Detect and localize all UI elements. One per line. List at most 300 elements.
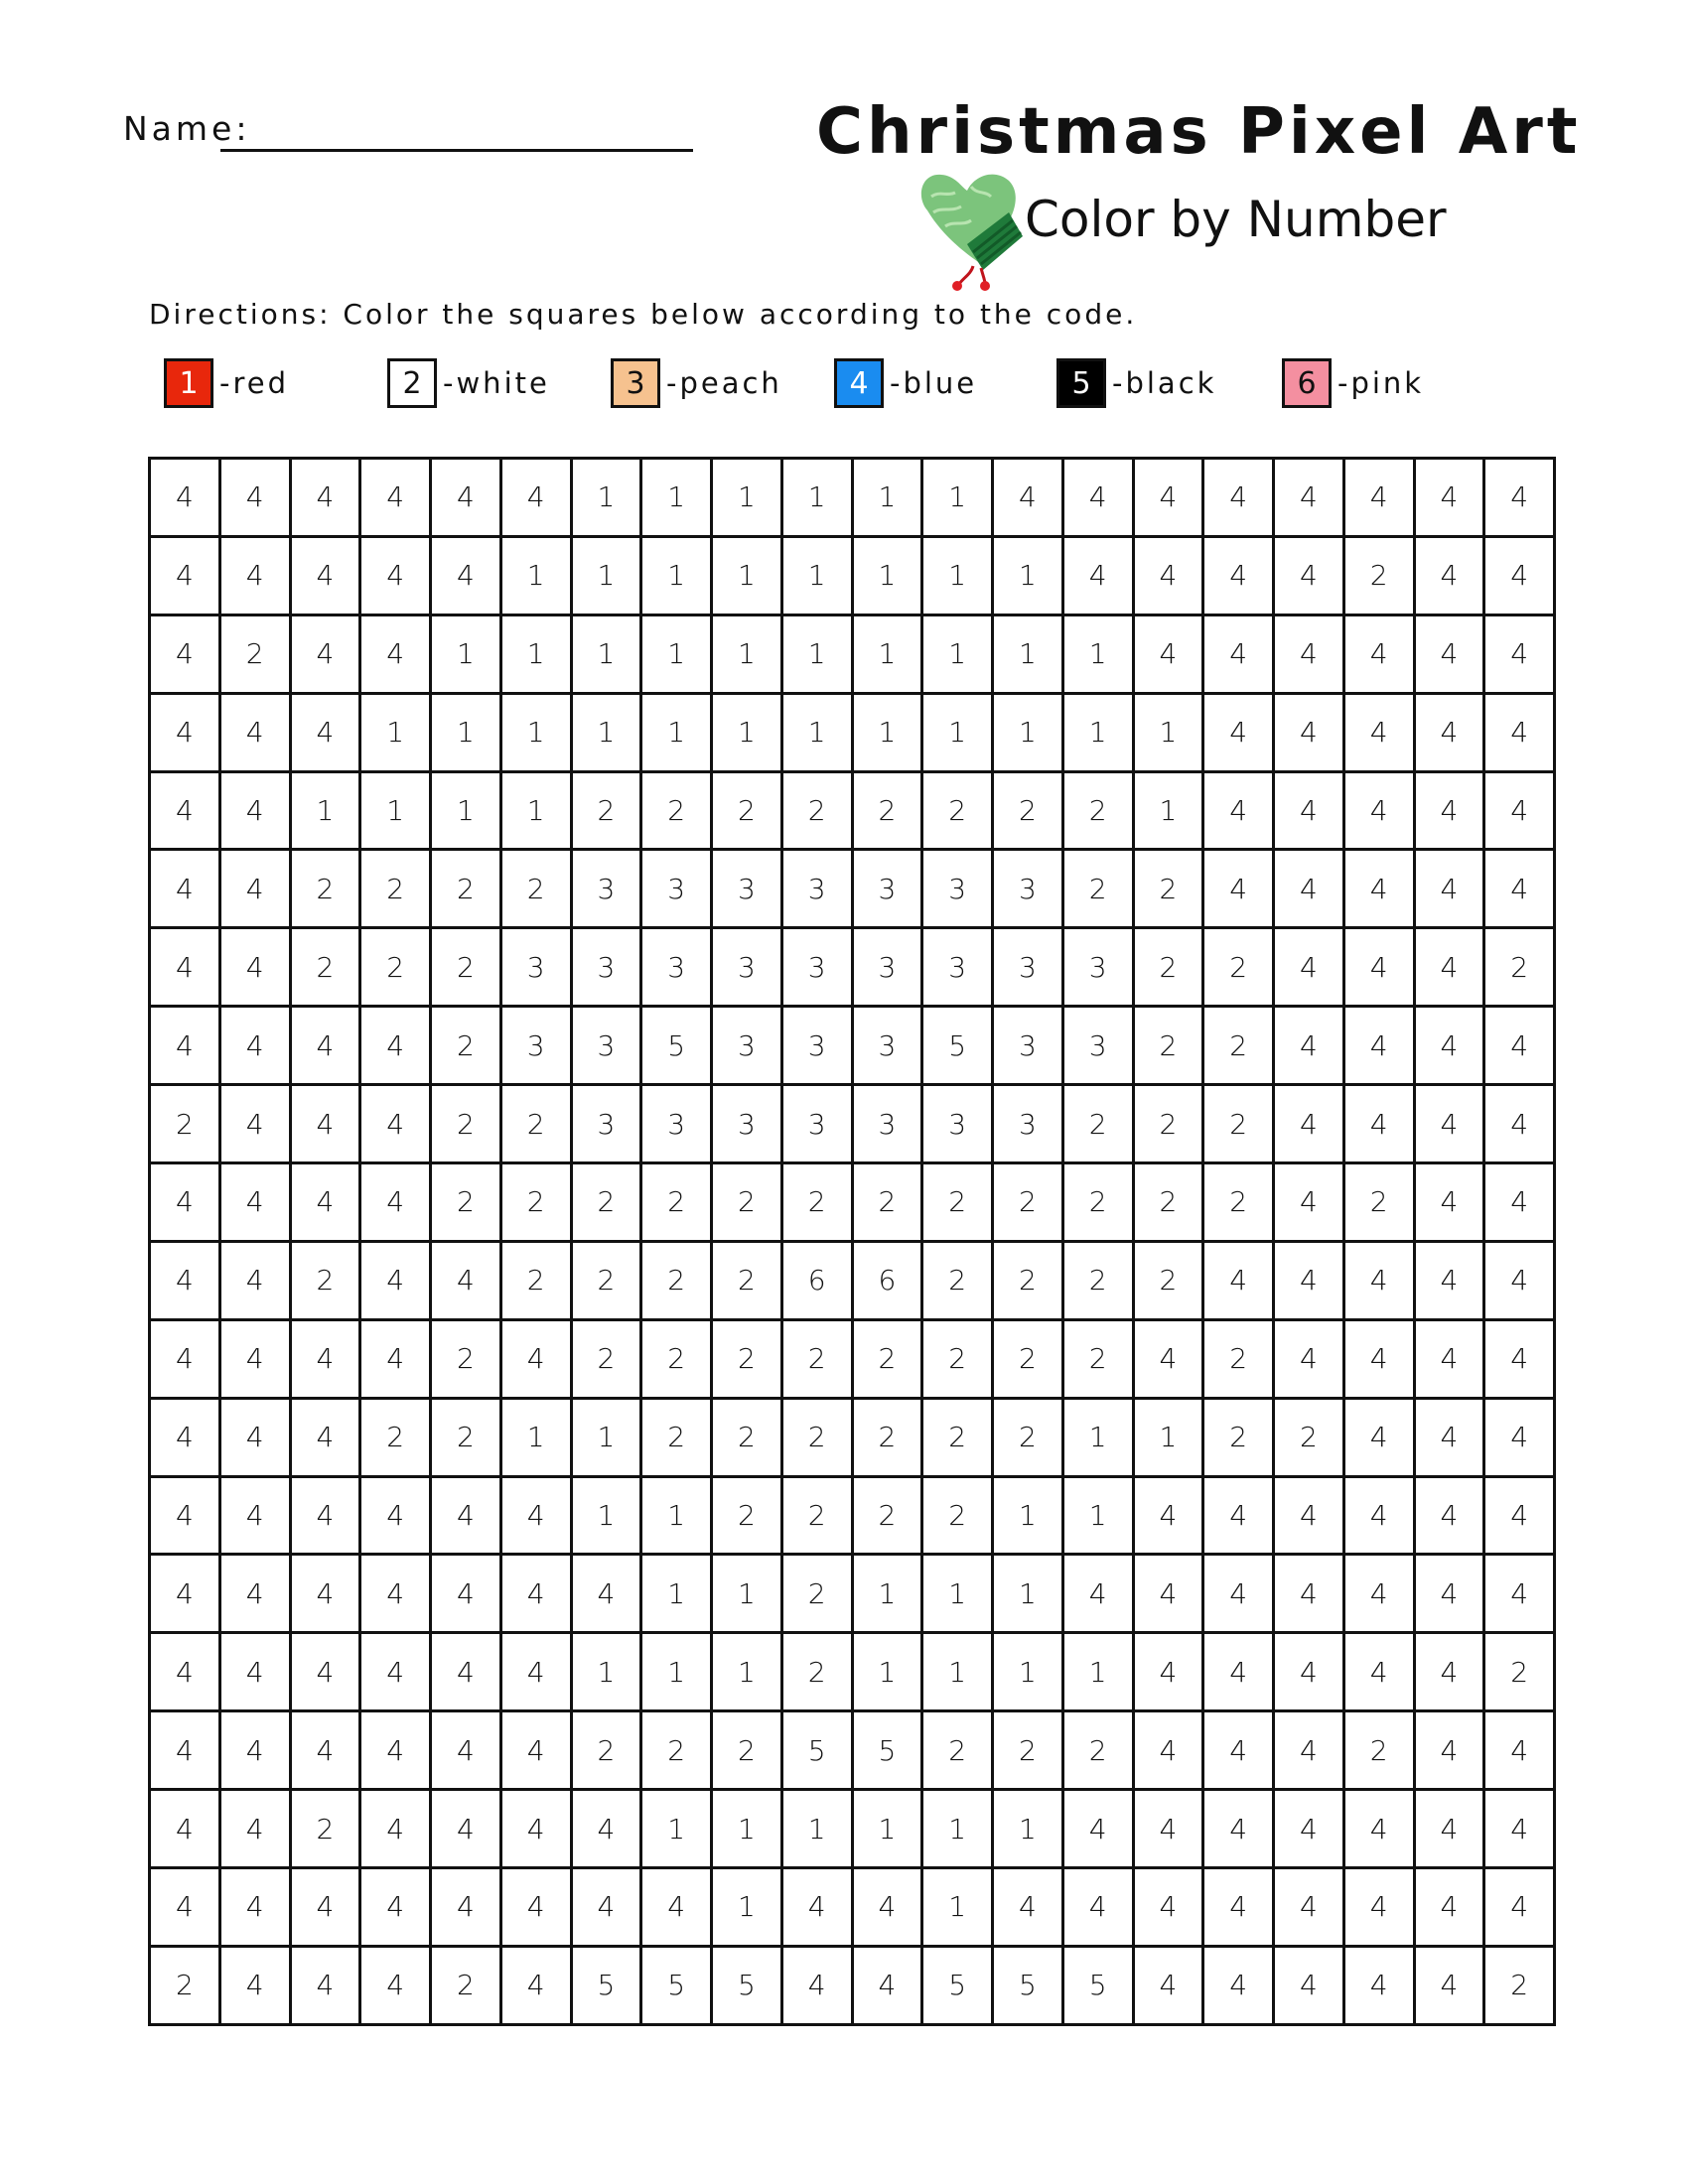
grid-cell[interactable]: 4 xyxy=(500,1633,571,1711)
grid-cell[interactable]: 1 xyxy=(431,614,501,693)
grid-cell[interactable]: 3 xyxy=(993,928,1063,1007)
grid-cell[interactable]: 4 xyxy=(219,1476,290,1555)
grid-cell[interactable]: 4 xyxy=(1062,1790,1133,1868)
grid-cell[interactable]: 2 xyxy=(290,850,360,928)
grid-cell[interactable]: 2 xyxy=(1133,1085,1203,1163)
grid-cell[interactable]: 4 xyxy=(150,850,220,928)
grid-cell[interactable]: 1 xyxy=(993,693,1063,771)
grid-cell[interactable]: 4 xyxy=(360,1241,431,1319)
grid-cell[interactable]: 1 xyxy=(852,1790,922,1868)
grid-cell[interactable]: 4 xyxy=(500,1555,571,1633)
grid-cell[interactable]: 1 xyxy=(641,693,712,771)
grid-cell[interactable]: 4 xyxy=(290,1476,360,1555)
grid-cell[interactable]: 4 xyxy=(431,1790,501,1868)
grid-cell[interactable]: 4 xyxy=(1414,850,1484,928)
grid-cell[interactable]: 4 xyxy=(1133,1790,1203,1868)
grid-cell[interactable]: 4 xyxy=(150,1711,220,1790)
grid-cell[interactable]: 4 xyxy=(360,536,431,614)
grid-cell[interactable]: 2 xyxy=(641,1319,712,1398)
grid-cell[interactable]: 1 xyxy=(712,1868,782,1947)
grid-cell[interactable]: 4 xyxy=(219,1633,290,1711)
grid-cell[interactable]: 4 xyxy=(1274,1163,1344,1242)
grid-cell[interactable]: 4 xyxy=(852,1868,922,1947)
grid-cell[interactable]: 5 xyxy=(922,1946,993,2024)
grid-cell[interactable]: 4 xyxy=(852,1946,922,2024)
grid-cell[interactable]: 2 xyxy=(922,1476,993,1555)
grid-cell[interactable]: 1 xyxy=(993,1633,1063,1711)
grid-cell[interactable]: 4 xyxy=(431,1241,501,1319)
grid-cell[interactable]: 4 xyxy=(1414,459,1484,537)
grid-cell[interactable]: 4 xyxy=(1343,1241,1414,1319)
grid-cell[interactable]: 4 xyxy=(290,1085,360,1163)
grid-cell[interactable]: 5 xyxy=(641,1946,712,2024)
grid-cell[interactable]: 2 xyxy=(922,1241,993,1319)
grid-cell[interactable]: 2 xyxy=(712,1398,782,1476)
grid-cell[interactable]: 4 xyxy=(1133,1868,1203,1947)
grid-cell[interactable]: 4 xyxy=(1133,1319,1203,1398)
grid-cell[interactable]: 2 xyxy=(1133,1163,1203,1242)
grid-cell[interactable]: 4 xyxy=(1062,1868,1133,1947)
grid-cell[interactable]: 4 xyxy=(1414,1555,1484,1633)
grid-cell[interactable]: 3 xyxy=(852,1085,922,1163)
grid-cell[interactable]: 4 xyxy=(431,536,501,614)
grid-cell[interactable]: 2 xyxy=(852,1476,922,1555)
grid-cell[interactable]: 4 xyxy=(150,928,220,1007)
grid-cell[interactable]: 4 xyxy=(360,1868,431,1947)
grid-cell[interactable]: 4 xyxy=(1414,1790,1484,1868)
grid-cell[interactable]: 4 xyxy=(219,536,290,614)
grid-cell[interactable]: 2 xyxy=(571,1319,641,1398)
grid-cell[interactable]: 4 xyxy=(1203,1241,1274,1319)
grid-cell[interactable]: 4 xyxy=(290,1711,360,1790)
grid-cell[interactable]: 1 xyxy=(500,614,571,693)
grid-cell[interactable]: 4 xyxy=(290,1555,360,1633)
grid-cell[interactable]: 4 xyxy=(500,459,571,537)
grid-cell[interactable]: 2 xyxy=(712,771,782,850)
grid-cell[interactable]: 4 xyxy=(219,1319,290,1398)
grid-cell[interactable]: 2 xyxy=(993,1711,1063,1790)
grid-cell[interactable]: 1 xyxy=(922,459,993,537)
grid-cell[interactable]: 3 xyxy=(852,1007,922,1085)
grid-cell[interactable]: 2 xyxy=(360,928,431,1007)
grid-cell[interactable]: 2 xyxy=(641,1241,712,1319)
grid-cell[interactable]: 2 xyxy=(1133,1007,1203,1085)
grid-cell[interactable]: 2 xyxy=(1062,1241,1133,1319)
grid-cell[interactable]: 4 xyxy=(500,1711,571,1790)
grid-cell[interactable]: 4 xyxy=(219,928,290,1007)
grid-cell[interactable]: 4 xyxy=(1133,1476,1203,1555)
grid-cell[interactable]: 4 xyxy=(360,459,431,537)
grid-cell[interactable]: 6 xyxy=(781,1241,852,1319)
grid-cell[interactable]: 4 xyxy=(290,536,360,614)
grid-cell[interactable]: 2 xyxy=(641,1711,712,1790)
grid-cell[interactable]: 2 xyxy=(571,1711,641,1790)
grid-cell[interactable]: 4 xyxy=(1343,1398,1414,1476)
grid-cell[interactable]: 4 xyxy=(360,1163,431,1242)
grid-cell[interactable]: 4 xyxy=(1343,1633,1414,1711)
grid-cell[interactable]: 4 xyxy=(150,1398,220,1476)
grid-cell[interactable]: 4 xyxy=(1203,1790,1274,1868)
grid-cell[interactable]: 4 xyxy=(571,1790,641,1868)
grid-cell[interactable]: 4 xyxy=(1484,614,1555,693)
grid-cell[interactable]: 3 xyxy=(781,1085,852,1163)
grid-cell[interactable]: 1 xyxy=(712,1555,782,1633)
grid-cell[interactable]: 4 xyxy=(500,1946,571,2024)
grid-cell[interactable]: 1 xyxy=(290,771,360,850)
grid-cell[interactable]: 2 xyxy=(1203,1398,1274,1476)
grid-cell[interactable]: 2 xyxy=(993,1319,1063,1398)
grid-cell[interactable]: 2 xyxy=(781,771,852,850)
grid-cell[interactable]: 4 xyxy=(1343,1319,1414,1398)
grid-cell[interactable]: 5 xyxy=(993,1946,1063,2024)
grid-cell[interactable]: 2 xyxy=(852,1398,922,1476)
grid-cell[interactable]: 4 xyxy=(219,1790,290,1868)
grid-cell[interactable]: 1 xyxy=(500,1398,571,1476)
grid-cell[interactable]: 1 xyxy=(641,1476,712,1555)
grid-cell[interactable]: 2 xyxy=(1062,771,1133,850)
grid-cell[interactable]: 4 xyxy=(431,1476,501,1555)
grid-cell[interactable]: 4 xyxy=(1203,614,1274,693)
grid-cell[interactable]: 4 xyxy=(360,1476,431,1555)
grid-cell[interactable]: 4 xyxy=(150,1633,220,1711)
grid-cell[interactable]: 4 xyxy=(219,1163,290,1242)
grid-cell[interactable]: 3 xyxy=(993,1007,1063,1085)
grid-cell[interactable]: 2 xyxy=(641,771,712,850)
grid-cell[interactable]: 4 xyxy=(1343,1868,1414,1947)
grid-cell[interactable]: 2 xyxy=(1203,928,1274,1007)
grid-cell[interactable]: 2 xyxy=(500,850,571,928)
grid-cell[interactable]: 6 xyxy=(852,1241,922,1319)
grid-cell[interactable]: 4 xyxy=(1484,1398,1555,1476)
grid-cell[interactable]: 4 xyxy=(1203,850,1274,928)
grid-cell[interactable]: 3 xyxy=(571,850,641,928)
grid-cell[interactable]: 1 xyxy=(360,693,431,771)
grid-cell[interactable]: 1 xyxy=(712,459,782,537)
grid-cell[interactable]: 4 xyxy=(290,1946,360,2024)
grid-cell[interactable]: 4 xyxy=(1414,1319,1484,1398)
grid-cell[interactable]: 1 xyxy=(641,1555,712,1633)
grid-cell[interactable]: 4 xyxy=(431,1633,501,1711)
grid-cell[interactable]: 4 xyxy=(150,1163,220,1242)
grid-cell[interactable]: 4 xyxy=(1274,693,1344,771)
grid-cell[interactable]: 2 xyxy=(641,1398,712,1476)
grid-cell[interactable]: 4 xyxy=(1484,693,1555,771)
grid-cell[interactable]: 3 xyxy=(993,850,1063,928)
grid-cell[interactable]: 4 xyxy=(1414,1476,1484,1555)
grid-cell[interactable]: 4 xyxy=(150,1790,220,1868)
grid-cell[interactable]: 2 xyxy=(1203,1163,1274,1242)
grid-cell[interactable]: 2 xyxy=(1274,1398,1344,1476)
grid-cell[interactable]: 1 xyxy=(712,614,782,693)
grid-cell[interactable]: 2 xyxy=(712,1711,782,1790)
grid-cell[interactable]: 5 xyxy=(781,1711,852,1790)
grid-cell[interactable]: 1 xyxy=(852,1633,922,1711)
grid-cell[interactable]: 4 xyxy=(641,1868,712,1947)
grid-cell[interactable]: 4 xyxy=(150,1555,220,1633)
grid-cell[interactable]: 4 xyxy=(500,1476,571,1555)
grid-cell[interactable]: 4 xyxy=(1133,1946,1203,2024)
grid-cell[interactable]: 4 xyxy=(290,1868,360,1947)
grid-cell[interactable]: 4 xyxy=(1203,459,1274,537)
grid-cell[interactable]: 2 xyxy=(431,1946,501,2024)
grid-cell[interactable]: 4 xyxy=(219,771,290,850)
grid-cell[interactable]: 2 xyxy=(852,1163,922,1242)
grid-cell[interactable]: 4 xyxy=(219,1555,290,1633)
grid-cell[interactable]: 2 xyxy=(1484,1946,1555,2024)
grid-cell[interactable]: 4 xyxy=(1203,1476,1274,1555)
grid-cell[interactable]: 3 xyxy=(712,1085,782,1163)
grid-cell[interactable]: 4 xyxy=(1343,771,1414,850)
grid-cell[interactable]: 1 xyxy=(993,1476,1063,1555)
grid-cell[interactable]: 2 xyxy=(712,1241,782,1319)
grid-cell[interactable]: 4 xyxy=(1414,928,1484,1007)
grid-cell[interactable]: 1 xyxy=(571,614,641,693)
grid-cell[interactable]: 1 xyxy=(922,693,993,771)
grid-cell[interactable]: 2 xyxy=(922,1398,993,1476)
grid-cell[interactable]: 2 xyxy=(922,771,993,850)
grid-cell[interactable]: 2 xyxy=(571,1241,641,1319)
grid-cell[interactable]: 4 xyxy=(1274,1085,1344,1163)
grid-cell[interactable]: 2 xyxy=(922,1711,993,1790)
grid-cell[interactable]: 4 xyxy=(993,1868,1063,1947)
grid-cell[interactable]: 4 xyxy=(993,459,1063,537)
grid-cell[interactable]: 1 xyxy=(571,536,641,614)
grid-cell[interactable]: 3 xyxy=(571,928,641,1007)
grid-cell[interactable]: 5 xyxy=(922,1007,993,1085)
grid-cell[interactable]: 4 xyxy=(290,693,360,771)
grid-cell[interactable]: 2 xyxy=(1062,1163,1133,1242)
grid-cell[interactable]: 4 xyxy=(431,459,501,537)
grid-cell[interactable]: 2 xyxy=(1343,536,1414,614)
grid-cell[interactable]: 4 xyxy=(150,536,220,614)
grid-cell[interactable]: 1 xyxy=(712,1633,782,1711)
grid-cell[interactable]: 5 xyxy=(571,1946,641,2024)
grid-cell[interactable]: 1 xyxy=(993,614,1063,693)
grid-cell[interactable]: 2 xyxy=(150,1946,220,2024)
grid-cell[interactable]: 4 xyxy=(1343,614,1414,693)
grid-cell[interactable]: 1 xyxy=(922,1555,993,1633)
grid-cell[interactable]: 4 xyxy=(1414,1711,1484,1790)
grid-cell[interactable]: 2 xyxy=(1203,1319,1274,1398)
grid-cell[interactable]: 1 xyxy=(712,693,782,771)
grid-cell[interactable]: 2 xyxy=(1343,1711,1414,1790)
grid-cell[interactable]: 1 xyxy=(571,1633,641,1711)
grid-cell[interactable]: 5 xyxy=(852,1711,922,1790)
grid-cell[interactable]: 1 xyxy=(852,459,922,537)
grid-cell[interactable]: 4 xyxy=(1203,1868,1274,1947)
grid-cell[interactable]: 2 xyxy=(500,1241,571,1319)
grid-cell[interactable]: 4 xyxy=(290,1398,360,1476)
grid-cell[interactable]: 2 xyxy=(431,1319,501,1398)
grid-cell[interactable]: 4 xyxy=(360,1085,431,1163)
grid-cell[interactable]: 4 xyxy=(1414,1946,1484,2024)
grid-cell[interactable]: 4 xyxy=(290,1007,360,1085)
grid-cell[interactable]: 3 xyxy=(712,850,782,928)
grid-cell[interactable]: 4 xyxy=(781,1868,852,1947)
grid-cell[interactable]: 4 xyxy=(219,459,290,537)
grid-cell[interactable]: 4 xyxy=(431,1868,501,1947)
grid-cell[interactable]: 2 xyxy=(1062,850,1133,928)
grid-cell[interactable]: 1 xyxy=(1062,1633,1133,1711)
grid-cell[interactable]: 4 xyxy=(219,1241,290,1319)
grid-cell[interactable]: 4 xyxy=(1484,850,1555,928)
grid-cell[interactable]: 2 xyxy=(712,1476,782,1555)
grid-cell[interactable]: 4 xyxy=(150,614,220,693)
grid-cell[interactable]: 2 xyxy=(781,1319,852,1398)
grid-cell[interactable]: 4 xyxy=(219,1946,290,2024)
grid-cell[interactable]: 4 xyxy=(500,1790,571,1868)
grid-cell[interactable]: 4 xyxy=(1343,1555,1414,1633)
grid-cell[interactable]: 4 xyxy=(1343,928,1414,1007)
grid-cell[interactable]: 1 xyxy=(641,1790,712,1868)
grid-cell[interactable]: 4 xyxy=(219,1007,290,1085)
grid-cell[interactable]: 4 xyxy=(1343,1946,1414,2024)
grid-cell[interactable]: 4 xyxy=(1414,693,1484,771)
grid-cell[interactable]: 2 xyxy=(712,1319,782,1398)
grid-cell[interactable]: 4 xyxy=(431,1555,501,1633)
grid-cell[interactable]: 4 xyxy=(1062,536,1133,614)
grid-cell[interactable]: 3 xyxy=(712,1007,782,1085)
grid-cell[interactable]: 1 xyxy=(360,771,431,850)
grid-cell[interactable]: 4 xyxy=(1133,1555,1203,1633)
grid-cell[interactable]: 4 xyxy=(1133,1711,1203,1790)
grid-cell[interactable]: 3 xyxy=(571,1007,641,1085)
grid-cell[interactable]: 3 xyxy=(712,928,782,1007)
grid-cell[interactable]: 4 xyxy=(1274,536,1344,614)
grid-cell[interactable]: 4 xyxy=(1484,1007,1555,1085)
grid-cell[interactable]: 4 xyxy=(1274,1319,1344,1398)
grid-cell[interactable]: 4 xyxy=(1274,614,1344,693)
grid-cell[interactable]: 4 xyxy=(1414,1398,1484,1476)
grid-cell[interactable]: 4 xyxy=(1343,850,1414,928)
grid-cell[interactable]: 2 xyxy=(922,1319,993,1398)
grid-cell[interactable]: 1 xyxy=(641,1633,712,1711)
grid-cell[interactable]: 1 xyxy=(852,693,922,771)
grid-cell[interactable]: 2 xyxy=(219,614,290,693)
grid-cell[interactable]: 4 xyxy=(1274,771,1344,850)
grid-cell[interactable]: 4 xyxy=(1484,1711,1555,1790)
grid-cell[interactable]: 4 xyxy=(1343,459,1414,537)
grid-cell[interactable]: 1 xyxy=(922,1868,993,1947)
grid-cell[interactable]: 1 xyxy=(571,693,641,771)
grid-cell[interactable]: 4 xyxy=(219,1868,290,1947)
grid-cell[interactable]: 4 xyxy=(1203,1633,1274,1711)
grid-cell[interactable]: 4 xyxy=(290,1319,360,1398)
grid-cell[interactable]: 4 xyxy=(1484,1319,1555,1398)
grid-cell[interactable]: 4 xyxy=(1484,1868,1555,1947)
grid-cell[interactable]: 4 xyxy=(290,1633,360,1711)
grid-cell[interactable]: 2 xyxy=(360,850,431,928)
grid-cell[interactable]: 1 xyxy=(781,459,852,537)
grid-cell[interactable]: 4 xyxy=(1484,459,1555,537)
grid-cell[interactable]: 4 xyxy=(1062,1555,1133,1633)
grid-cell[interactable]: 4 xyxy=(500,1868,571,1947)
grid-cell[interactable]: 2 xyxy=(781,1476,852,1555)
grid-cell[interactable]: 4 xyxy=(1203,1946,1274,2024)
grid-cell[interactable]: 1 xyxy=(571,1398,641,1476)
grid-cell[interactable]: 4 xyxy=(1274,1555,1344,1633)
grid-cell[interactable]: 4 xyxy=(1274,1007,1344,1085)
grid-cell[interactable]: 1 xyxy=(712,1790,782,1868)
grid-cell[interactable]: 5 xyxy=(641,1007,712,1085)
name-line[interactable] xyxy=(220,149,693,152)
grid-cell[interactable]: 4 xyxy=(1062,459,1133,537)
grid-cell[interactable]: 4 xyxy=(1203,536,1274,614)
grid-cell[interactable]: 4 xyxy=(1414,614,1484,693)
grid-cell[interactable]: 2 xyxy=(1484,1633,1555,1711)
grid-cell[interactable]: 1 xyxy=(1133,1398,1203,1476)
grid-cell[interactable]: 3 xyxy=(852,850,922,928)
grid-cell[interactable]: 4 xyxy=(1203,771,1274,850)
grid-cell[interactable]: 2 xyxy=(431,1163,501,1242)
grid-cell[interactable]: 1 xyxy=(922,614,993,693)
grid-cell[interactable]: 4 xyxy=(571,1555,641,1633)
grid-cell[interactable]: 1 xyxy=(993,1790,1063,1868)
grid-cell[interactable]: 1 xyxy=(641,536,712,614)
grid-cell[interactable]: 4 xyxy=(500,1319,571,1398)
grid-cell[interactable]: 1 xyxy=(712,536,782,614)
grid-cell[interactable]: 4 xyxy=(571,1868,641,1947)
grid-cell[interactable]: 2 xyxy=(1133,928,1203,1007)
grid-cell[interactable]: 2 xyxy=(993,771,1063,850)
grid-cell[interactable]: 1 xyxy=(852,536,922,614)
grid-cell[interactable]: 4 xyxy=(360,1555,431,1633)
grid-cell[interactable]: 4 xyxy=(1484,1163,1555,1242)
grid-cell[interactable]: 2 xyxy=(431,928,501,1007)
grid-cell[interactable]: 4 xyxy=(360,1319,431,1398)
grid-cell[interactable]: 3 xyxy=(781,928,852,1007)
grid-cell[interactable]: 2 xyxy=(1203,1007,1274,1085)
grid-cell[interactable]: 2 xyxy=(290,1790,360,1868)
grid-cell[interactable]: 1 xyxy=(781,536,852,614)
grid-cell[interactable]: 4 xyxy=(150,459,220,537)
grid-cell[interactable]: 4 xyxy=(1133,536,1203,614)
grid-cell[interactable]: 1 xyxy=(571,1476,641,1555)
grid-cell[interactable]: 2 xyxy=(571,1163,641,1242)
grid-cell[interactable]: 4 xyxy=(360,1946,431,2024)
grid-cell[interactable]: 1 xyxy=(922,1790,993,1868)
grid-cell[interactable]: 4 xyxy=(1274,1868,1344,1947)
grid-cell[interactable]: 4 xyxy=(360,1007,431,1085)
grid-cell[interactable]: 2 xyxy=(1062,1319,1133,1398)
grid-cell[interactable]: 1 xyxy=(922,1633,993,1711)
grid-cell[interactable]: 4 xyxy=(290,459,360,537)
grid-cell[interactable]: 1 xyxy=(1133,771,1203,850)
grid-cell[interactable]: 1 xyxy=(500,536,571,614)
grid-cell[interactable]: 4 xyxy=(1343,1007,1414,1085)
grid-cell[interactable]: 4 xyxy=(1203,693,1274,771)
grid-cell[interactable]: 5 xyxy=(712,1946,782,2024)
grid-cell[interactable]: 2 xyxy=(781,1163,852,1242)
grid-cell[interactable]: 4 xyxy=(1133,1633,1203,1711)
grid-cell[interactable]: 4 xyxy=(1274,459,1344,537)
grid-cell[interactable]: 3 xyxy=(1062,1007,1133,1085)
grid-cell[interactable]: 4 xyxy=(1484,1085,1555,1163)
grid-cell[interactable]: 2 xyxy=(1343,1163,1414,1242)
grid-cell[interactable]: 1 xyxy=(641,614,712,693)
grid-cell[interactable]: 4 xyxy=(1343,693,1414,771)
grid-cell[interactable]: 2 xyxy=(852,771,922,850)
grid-cell[interactable]: 1 xyxy=(781,614,852,693)
grid-cell[interactable]: 4 xyxy=(1274,928,1344,1007)
grid-cell[interactable]: 4 xyxy=(1414,771,1484,850)
grid-cell[interactable]: 4 xyxy=(1274,1711,1344,1790)
grid-cell[interactable]: 4 xyxy=(1414,1163,1484,1242)
grid-cell[interactable]: 3 xyxy=(852,928,922,1007)
grid-cell[interactable]: 3 xyxy=(922,850,993,928)
grid-cell[interactable]: 2 xyxy=(781,1398,852,1476)
grid-cell[interactable]: 5 xyxy=(1062,1946,1133,2024)
